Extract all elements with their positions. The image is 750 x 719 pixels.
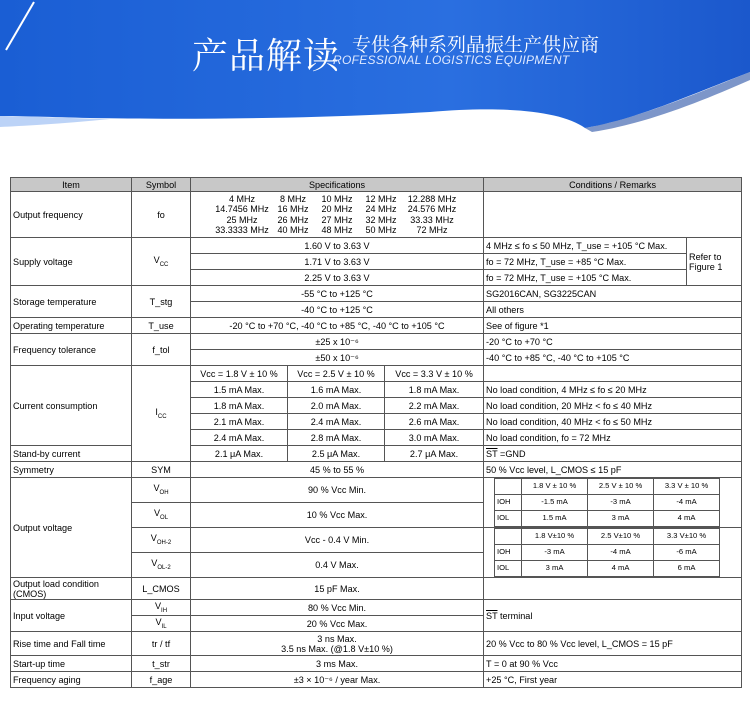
symbol-vil: $V_{IL}$ [132, 616, 191, 632]
symbol-tstr: t_str [132, 656, 191, 672]
cond-icc-2: No load condition, 20 MHz < fo ≤ 40 MHz [484, 398, 742, 414]
spec-tolerance-1: ±25 x 10⁻⁶ [191, 334, 484, 350]
frequency-value: 12 MHz [365, 193, 397, 204]
st-overline: $\overline{ST}$ [486, 448, 498, 459]
output-current-table-1 [494, 478, 720, 527]
item-startup: Start-up time [11, 656, 132, 672]
mini2-ioh-1: -3 mA [522, 545, 588, 561]
frequency-value: 33.3333 MHz [215, 225, 269, 235]
frequency-value: 10 MHz [321, 193, 353, 204]
symbol-ftol: f_tol [132, 334, 191, 366]
spec-aging: ±3 × 10⁻⁶ / year Max. [191, 672, 484, 688]
mini2-head-1: 1.8 V±10 % [522, 529, 588, 545]
spec-vil: 20 % Vcc Max. [191, 616, 484, 632]
slash-decoration-icon [0, 0, 40, 52]
table-row [11, 318, 742, 334]
table-row [11, 632, 742, 656]
cond-supply-3: fo = 72 MHz, T_use = +105 °C Max. [484, 270, 687, 286]
icc-1-2: 1.6 mA Max. [288, 382, 385, 398]
item-rise-fall: Rise time and Fall time [11, 632, 132, 656]
icc-2-3: 2.2 mA Max. [385, 398, 484, 414]
page-title: 产品解读 [192, 35, 341, 76]
cond-symmetry: 50 % Vcc level, L_CMOS ≤ 15 pF [484, 462, 742, 478]
table-row [11, 578, 742, 600]
frequency-value: 48 MHz [321, 225, 353, 235]
mini1-iol-1: 1.5 mA [522, 511, 588, 527]
mini1-ioh-label: IOH [495, 495, 522, 511]
mini2-head-3: 3.3 V±10 % [654, 529, 720, 545]
table-row [11, 366, 742, 382]
refer-figure: Refer to Figure 1 [687, 238, 742, 286]
item-frequency-tolerance: Frequency tolerance [11, 334, 132, 366]
symbol-voh: $V_{OH}$ [132, 478, 191, 503]
mini1-iol-3: 4 mA [654, 511, 720, 527]
spec-voh2: Vcc - 0.4 V Min. [191, 528, 484, 553]
mini2-head-2: 2.5 V±10 % [588, 529, 654, 545]
vhead-1: Vcc = 1.8 V ± 10 % [191, 366, 288, 382]
mini1-iol-2: 3 mA [588, 511, 654, 527]
output-current-table-2-cell [484, 528, 742, 578]
header-banner [0, 0, 750, 150]
banner-wave-background [0, 0, 750, 150]
mini2-iol-1: 3 mA [522, 561, 588, 577]
mini1-head-3: 3.3 V ± 10 % [654, 479, 720, 495]
spec-supply-2: 1.71 V to 3.63 V [191, 254, 484, 270]
mini2-ioh-2: -4 mA [588, 545, 654, 561]
symbol-vcc: $V_{CC}$ [132, 238, 191, 286]
cond-storage-1: SG2016CAN, SG3225CAN [484, 286, 742, 302]
cond-input-text: terminal [497, 610, 533, 621]
frequency-value: 12.288 MHz [407, 193, 457, 204]
frequency-value: 33.33 MHz [410, 214, 454, 225]
cond-icc-4: No load condition, fo = 72 MHz [484, 430, 742, 446]
frequency-value: 50 MHz [365, 225, 397, 235]
frequency-value: 24 MHz [365, 204, 397, 214]
spec-rise-fall [191, 632, 484, 656]
page-english-subtitle: ROFESSIONAL LOGISTICS EQUIPMENT [333, 53, 570, 67]
table-row [11, 478, 742, 503]
item-output-frequency: Output frequency [11, 192, 132, 238]
item-aging: Frequency aging [11, 672, 132, 688]
mini1-ioh-3: -4 mA [654, 495, 720, 511]
frequency-value: 72 MHz [416, 225, 448, 235]
symbol-lcmos: L_CMOS [132, 578, 191, 600]
item-storage-temperature: Storage temperature [11, 286, 132, 318]
cond-empty [484, 192, 742, 238]
vhead-2: Vcc = 2.5 V ± 10 % [288, 366, 385, 382]
cond-empty [484, 366, 742, 382]
cond-standby-text: =GND [497, 448, 526, 459]
symbol-voh2: $V_{OH-2}$ [132, 528, 191, 553]
table-row [11, 192, 742, 238]
spec-storage-2: -40 °C to +125 °C [191, 302, 484, 318]
icc-1-1: 1.5 mA Max. [191, 382, 288, 398]
item-supply-voltage: Supply voltage [11, 238, 132, 286]
cond-input [484, 600, 742, 632]
table-row [11, 600, 742, 616]
spec-supply-1: 1.60 V to 3.63 V [191, 238, 484, 254]
table-row [11, 286, 742, 302]
mini2-ioh-3: -6 mA [654, 545, 720, 561]
cond-empty [484, 578, 742, 600]
mini2-iol-2: 4 mA [588, 561, 654, 577]
cond-tolerance-1: -20 °C to +70 °C [484, 334, 742, 350]
frequency-value: 26 MHz [277, 214, 309, 225]
symbol-trtf: tr / tf [132, 632, 191, 656]
cond-icc-3: No load condition, 40 MHz < fo ≤ 50 MHz [484, 414, 742, 430]
frequency-value: 25 MHz [226, 214, 258, 225]
cond-tolerance-2: -40 °C to +85 °C, -40 °C to +105 °C [484, 350, 742, 366]
table-row [11, 238, 742, 254]
spec-vol2: 0.4 V Max. [191, 553, 484, 578]
mini1-head-2: 2.5 V ± 10 % [588, 479, 654, 495]
frequency-value: 4 MHz [229, 193, 256, 204]
item-operating-temperature: Operating temperature [11, 318, 132, 334]
mini2-iol-label: IOL [495, 561, 522, 577]
icc-4-2: 2.8 mA Max. [288, 430, 385, 446]
mini2-ioh-label: IOH [495, 545, 522, 561]
table-header-row [11, 178, 742, 192]
frequency-value: 14.7456 MHz [215, 204, 269, 214]
spec-vih: 80 % Vcc Min. [191, 600, 484, 616]
cond-rise-fall: 20 % Vcc to 80 % Vcc level, L_CMOS = 15 pF [484, 632, 742, 656]
spec-supply-3: 2.25 V to 3.63 V [191, 270, 484, 286]
frequency-grid [193, 194, 481, 236]
standby-3: 2.7 μA Max. [385, 446, 484, 462]
mini1-ioh-2: -3 mA [588, 495, 654, 511]
spec-startup: 3 ms Max. [191, 656, 484, 672]
frequency-value: 8 MHz [280, 193, 307, 204]
output-current-table-1-cell [484, 478, 742, 528]
symbol-vol2: $V_{OL-2}$ [132, 553, 191, 578]
item-standby-current: Stand-by current [11, 446, 132, 462]
frequency-list [191, 192, 484, 238]
mini1-iol-label: IOL [495, 511, 522, 527]
spec-operating: -20 °C to +70 °C, -40 °C to +85 °C, -40 °C to +105 °C [191, 318, 484, 334]
frequency-value: 20 MHz [321, 204, 353, 214]
header-specifications: Specifications [191, 178, 484, 192]
spec-tolerance-2: ±50 x 10⁻⁶ [191, 350, 484, 366]
cond-supply-2: fo = 72 MHz, T_use = +85 °C Max. [484, 254, 687, 270]
symbol-fage: f_age [132, 672, 191, 688]
frequency-value: 24.576 MHz [407, 204, 457, 214]
header-conditions: Conditions / Remarks [484, 178, 742, 192]
frequency-value: 40 MHz [277, 225, 309, 235]
spec-storage-1: -55 °C to +125 °C [191, 286, 484, 302]
cond-storage-2: All others [484, 302, 742, 318]
cond-icc-1: No load condition, 4 MHz ≤ fo ≤ 20 MHz [484, 382, 742, 398]
icc-3-3: 2.6 mA Max. [385, 414, 484, 430]
header-symbol: Symbol [132, 178, 191, 192]
icc-4-1: 2.4 mA Max. [191, 430, 288, 446]
icc-2-2: 2.0 mA Max. [288, 398, 385, 414]
spec-vol: 10 % Vcc Max. [191, 503, 484, 528]
table-row [11, 446, 742, 462]
icc-3-2: 2.4 mA Max. [288, 414, 385, 430]
symbol-sym: SYM [132, 462, 191, 478]
item-input-voltage: Input voltage [11, 600, 132, 632]
spec-rise-fall-1: 3 ns Max. [317, 633, 357, 644]
icc-3-1: 2.1 mA Max. [191, 414, 288, 430]
symbol-vih: $V_{IH}$ [132, 600, 191, 616]
table-row [11, 334, 742, 350]
item-current-consumption: Current consumption [11, 366, 132, 446]
icc-2-1: 1.8 mA Max. [191, 398, 288, 414]
symbol-tuse: T_use [132, 318, 191, 334]
table-row [11, 672, 742, 688]
cond-operating: See of figure *1 [484, 318, 742, 334]
vhead-3: Vcc = 3.3 V ± 10 % [385, 366, 484, 382]
symbol-vol: $V_{OL}$ [132, 503, 191, 528]
table-row [11, 462, 742, 478]
spec-voh: 90 % Vcc Min. [191, 478, 484, 503]
header-item: Item [11, 178, 132, 192]
frequency-value: 27 MHz [321, 214, 353, 225]
symbol-icc: $I_{CC}$ [132, 366, 191, 462]
spec-rise-fall-2: 3.5 ns Max. (@1.8 V±10 %) [281, 643, 393, 654]
spec-output-load: 15 pF Max. [191, 578, 484, 600]
cond-supply-1: 4 MHz ≤ fo ≤ 50 MHz, T_use = +105 °C Max. [484, 238, 687, 254]
mini1-ioh-1: -1.5 mA [522, 495, 588, 511]
output-current-table-2 [494, 528, 720, 577]
spec-symmetry: 45 % to 55 % [191, 462, 484, 478]
mini2-iol-3: 6 mA [654, 561, 720, 577]
standby-2: 2.5 μA Max. [288, 446, 385, 462]
item-symmetry: Symmetry [11, 462, 132, 478]
specifications-table [10, 177, 742, 688]
symbol-tstg: T_stg [132, 286, 191, 318]
item-output-voltage: Output voltage [11, 478, 132, 578]
frequency-value: 32 MHz [365, 214, 397, 225]
frequency-value: 16 MHz [277, 204, 309, 214]
icc-1-3: 1.8 mA Max. [385, 382, 484, 398]
cond-aging: +25 °C, First year [484, 672, 742, 688]
symbol-fo: fo [132, 192, 191, 238]
cond-standby [484, 446, 742, 462]
standby-1: 2.1 μA Max. [191, 446, 288, 462]
table-row [11, 656, 742, 672]
st-overline-input: $\overline{ST}$ [486, 610, 498, 621]
page-subtitle: 专供各种系列晶振生产供应商 [352, 35, 600, 56]
item-output-load: Output load condition (CMOS) [11, 578, 132, 600]
cond-startup: T = 0 at 90 % Vcc [484, 656, 742, 672]
mini1-head-1: 1.8 V ± 10 % [522, 479, 588, 495]
icc-4-3: 3.0 mA Max. [385, 430, 484, 446]
